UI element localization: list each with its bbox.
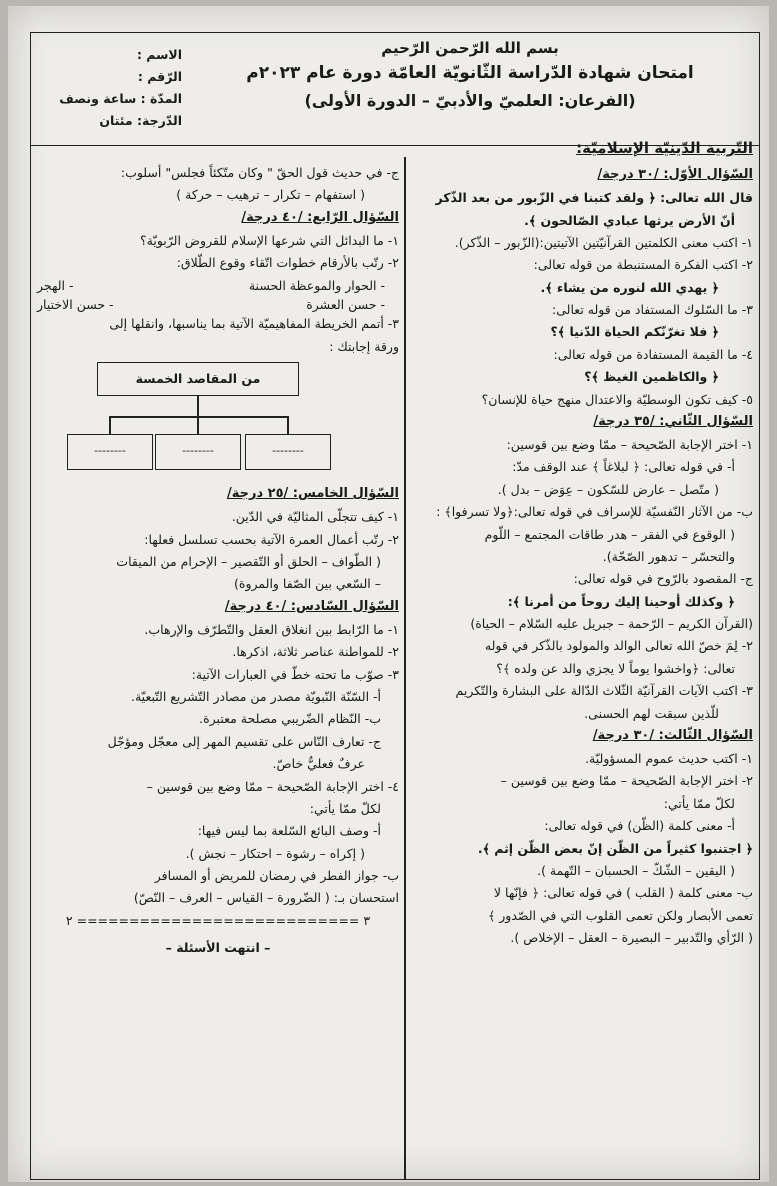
q3-part-b-line-1: ب- معنى كلمة ( القلب ) في قوله تعالى: ﴿ فإنّها لا	[493, 885, 753, 901]
q6-item-3c-line-2: عرفٌ فعليٌّ خاصّ.	[272, 756, 365, 772]
q4-steps-row-2	[37, 295, 399, 314]
c-question: ج- في حديث قول الحقّ " وكان متّكئاً فجلس" أسلوب:	[120, 165, 399, 180]
exam-branches: (الفرعان: العلميّ والأدبيّ – الدورة الأولى)	[304, 91, 636, 110]
q6-item-4b-options: استحسان بـ: ( الضّرورة – القياس – العرف – النّصّ)	[133, 890, 399, 906]
q1-verse-line-2: أنّ الأرض يرثها عبادي الصّالحون ﴾.	[524, 212, 735, 228]
q2-item-3-line-2: للّذين سبقت لهم الحسنى.	[584, 705, 719, 721]
q3-part-a-options: ( اليقين – الشّكّ – الحسبان – التّهمة ).	[537, 862, 735, 878]
q1-item-4-verse: ﴿ والكاظمين الغيظ ﴾؟	[584, 369, 719, 385]
q2-part-b-options-1: ( الوقوع في الفقر – هدر طاقات المجتمع – اللّوم	[484, 526, 735, 542]
q1-item-3: ٣- ما السّلوك المستفاد من قوله تعالى:	[552, 302, 753, 318]
q3-item-2-line-1: ٢- اختر الإجابة الصّحيحة – ممّا وضع بين قوسين –	[500, 773, 753, 789]
q1-item-1: ١- اكتب معنى الكلمتين القرآنيّتين الآتيتين:(الزّبور – الذّكر).	[454, 234, 753, 250]
exam-title: امتحان شهادة الدّراسة الثّانويّة العامّة دورة عام ٢٠٢٣م	[246, 63, 694, 83]
q2-part-b-options-2: والتحسّر – تدهور الصّحّة).	[602, 548, 735, 564]
q6-item-2: ٢- للمواطنة عناصر ثلاثة، اذكرها.	[232, 644, 399, 660]
question-5-title: السّؤال الخامس: /٢٥ درجة/	[226, 486, 399, 502]
end-of-questions: – انتهت الأسئلة –	[165, 940, 271, 956]
q2-part-c: ج- المقصود بالرّوح في قوله تعالى:	[573, 571, 753, 587]
exam-sheet	[8, 6, 769, 1182]
q4-item-3-line-1: ٣- أتمم الخريطة المفاهيميّة الآتية بما يناسبها، وانقلها إلى	[109, 316, 399, 332]
q2-item-3-line-1: ٣- اكتب الآيات القرآنيّة الثّلاث الدّالة على البشارة والتّكريم	[455, 683, 753, 699]
q4-step-d: - حسن الاختيار	[37, 297, 114, 313]
q4-steps-row-1	[37, 276, 399, 295]
question-1-title: السّؤال الأوّل: /٣٠ درجة/	[597, 167, 753, 182]
grade-label: الدّرجة: مئتان	[99, 113, 182, 128]
exam-frame	[30, 32, 760, 1180]
q6-item-4a: أ- وصف البائع السّلعة بما ليس فيها:	[197, 823, 381, 839]
q1-item-5: ٥- كيف تكون الوسطيّة والاعتدال منهج حياة للإنسان؟	[481, 391, 753, 407]
q6-item-1: ١- ما الرّابط بين انغلاق العقل والتّطرّف والإرهاب.	[144, 621, 399, 637]
map-branch-1	[109, 416, 111, 434]
q1-item-4: ٤- ما القيمة المستفادة من قوله تعالى:	[553, 346, 753, 362]
q2-item-2-line-2: تعالى: ﴿واخشوا يوماً لا يجزي والد عن ولده ﴾؟	[496, 660, 735, 676]
concept-map-blank-2: --------	[155, 434, 241, 470]
q1-verse-line-1: قال الله تعالى: ﴿ ولقد كتبنا في الزّبور من بعد الذّكر	[435, 190, 753, 206]
question-4-title: السّؤال الرّابع: /٤٠ درجة/	[241, 209, 399, 225]
q6-item-3c-line-1: ج- تعارف النّاس على تقسيم المهر إلى معجّل ومؤجّل	[107, 733, 381, 749]
q2-part-a: أ- في قوله تعالى: ﴿ لبلاغاً ﴾ عند الوقف مدّ:	[512, 459, 735, 475]
q3-item-2-line-2: لكلّ ممّا يأتي:	[663, 795, 735, 811]
end-divider: ٣ =========================== ٢	[65, 912, 371, 928]
q5-item-1: ١- كيف تتجلّى المثاليّة في الدّين.	[231, 509, 399, 525]
q2-part-c-verse: ﴿ وكذلك أوحينا إليك روحاً من أمرنا ﴾:	[507, 593, 735, 609]
student-info	[37, 47, 182, 135]
q4-item-1: ١- ما البدائل التي شرعها الإسلام للقروض الرّبويّة؟	[140, 232, 399, 248]
exam-header	[31, 33, 759, 146]
concept-map-blank-3: --------	[245, 434, 331, 470]
q6-item-3b: ب- النّظام الضّريبي مصلحة معتبرة.	[199, 711, 381, 727]
q5-options-1: ( الطّواف – الحلق أو التّقصير – الإحرام من الميقات	[116, 554, 381, 570]
concept-map-blank-1: --------	[67, 434, 153, 470]
q1-item-3-verse: ﴿ فلا تغرّنّكم الحياة الدّنيا ﴾؟	[550, 324, 719, 340]
q4-step-c: - حسن العشرة	[306, 297, 385, 313]
q2-item-2-line-1: ٢- لِمَ خصّ الله تعالى الوالد والمولود بالذّكر في قوله	[484, 638, 753, 654]
q2-part-a-options: ( متّصل – عارض للسّكون – عِوَض – بدل ).	[497, 481, 719, 497]
q4-item-3-line-2: ورقة إجابتك :	[329, 338, 399, 354]
duration-label: المدّة : ساعة ونصف	[59, 91, 182, 106]
q3-item-1: ١- اكتب حديث عموم المسؤوليّة.	[585, 751, 753, 767]
c-options: ( استفهام – تكرار – ترهيب – حركة )	[176, 187, 365, 203]
question-2-title: السّؤال الثّاني: /٣٥ درجة/	[593, 413, 753, 429]
q5-item-2: ٢- رتّب أعمال العمرة الآتية بحسب تسلسل فعلها:	[144, 531, 399, 547]
q5-options-2: – السّعي بين الصّفا والمروة)	[234, 576, 381, 592]
q6-item-4b: ب- جواز الفطر في رمضان للمريض أو المسافر	[154, 868, 399, 884]
q6-item-3: ٣- صوّب ما تحته خطّ في العبارات الآتية:	[191, 666, 399, 682]
map-branch-2	[197, 416, 199, 434]
left-column	[37, 163, 399, 958]
basmala: بسم الله الرّحمن الرّحيم	[381, 39, 559, 57]
q1-item-2: ٢- اكتب الفكرة المستنبطة من قوله تعالى:	[533, 257, 753, 273]
number-label: الرّقم :	[137, 69, 182, 84]
q3-part-b-options: ( الرّأي والتّدبير – البصيرة – العقل – الإخلاص ).	[510, 930, 753, 946]
q4-item-2: ٢- رتّب بالأرقام خطوات اتّقاء وقوع الطّلاق:	[176, 255, 399, 271]
q6-item-4-line-2: لكلّ ممّا يأتي:	[309, 800, 381, 816]
q4-step-b: - الهجر	[37, 277, 74, 293]
subject-title: التّربية الدّينيّة الإسلاميّة:	[576, 139, 753, 157]
q2-item-1: ١- اختر الإجابة الصّحيحة – ممّا وضع بين قوسين:	[506, 437, 753, 453]
q2-part-b: ب- من الآثار النّفسيّة للإسراف في قوله تعالى:﴿ولا تسرفوا﴾ :	[436, 504, 753, 520]
map-branch-3	[287, 416, 289, 434]
right-column	[411, 163, 753, 950]
header-titles	[181, 39, 759, 110]
concept-map	[37, 360, 399, 478]
q3-part-a: أ- معنى كلمة (الظّن) في قوله تعالى:	[544, 818, 735, 834]
q2-part-c-options: (القرآن الكريم – الرّحمة – جبريل عليه السّلام – الحياة)	[470, 616, 753, 632]
question-3-title: السّؤال الثّالث: /٣٠ درجة/	[592, 727, 753, 743]
concept-map-root: من المقاصد الخمسة	[97, 362, 299, 396]
map-stem	[197, 396, 199, 416]
q6-item-3a: أ- السّنّة النّبويّة مصدر من مصادر التّشريع التّبعيّة.	[131, 689, 381, 705]
q3-part-a-verse: ﴿ اجتنبوا كثيراً من الظّن إنّ بعض الظّن إثم ﴾.	[477, 840, 753, 856]
q4-step-a: - الحوار والموعظة الحسنة	[248, 277, 385, 293]
name-label: الاسم :	[136, 47, 182, 62]
q3-part-b-line-2: تعمى الأبصار ولكن تعمى القلوب التي في الصّدور ﴾	[487, 907, 753, 923]
column-divider	[404, 157, 406, 1179]
q1-item-2-verse: ﴿ يهدي الله لنوره من يشاء ﴾.	[540, 279, 719, 295]
q6-item-4a-options: ( إكراه – رشوة – احتكار – نجش ).	[185, 845, 365, 861]
question-6-title: السّؤال السّادس: /٤٠ درجة/	[224, 598, 399, 614]
q6-item-4-line-1: ٤- اختر الإجابة الصّحيحة – ممّا وضع بين قوسين –	[146, 778, 399, 794]
